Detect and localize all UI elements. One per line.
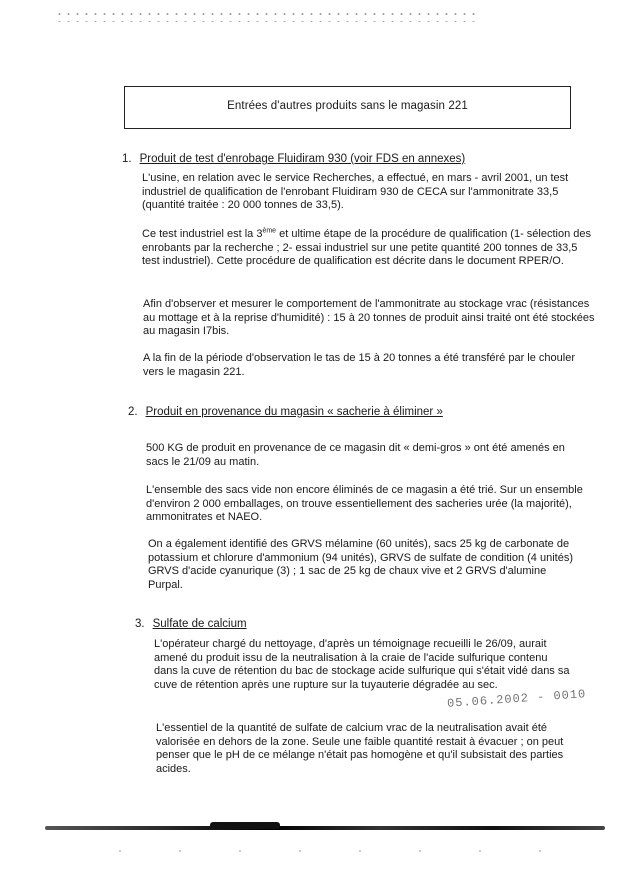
section-1-paragraph-4: A la fin de la période d'observation le tas de 15 à 20 tonnes a été transféré par le chouler vers le magasin 221. [143,352,575,378]
section-1-title: Produit de test d'enrobage Fluidiram 930 (voir FDS en annexes) [139,153,466,165]
section-1-paragraph-2-start: Ce test industriel est la 3 [142,228,263,240]
section-1-paragraph-2-sup: ème [262,227,277,235]
section-3-paragraph-2: L'essentiel de la quantité de sulfate de calcium vrac de la neutralisation avait été valorisée en dehors de la zone. Seule une faible quantité restait à évacuer ; on peut penser que le pH de ce mélange n'était pas homogène et qu'il subsistait des parties acides. [156,722,564,775]
section-3-paragraph-1: L'opérateur chargé du nettoyage, d'après un témoignage recueilli le 26/09, aurait amené du produit issu de la neutralisation à la craie de l'acide sulfurique contenu dans la cuve de rétention du bac de stockage acide sulfurique qui s'était vidé dans sa cuve de rétention après une rupture sur la tuyauterie dégradée au sec. [154,638,570,691]
section-3-title: Sulfate de calcium [152,618,247,630]
section-2-paragraph-2: L'ensemble des sacs vide non encore éliminés de ce magasin a été trié. Sur un ensemble d'environ 2 000 emballages, on trouve essentiellement des sacheries urée (la majorité), ammonitrates et NAEO. [146,484,583,523]
section-1-paragraph-2 [142,228,597,269]
section-2-number: 2. [128,406,138,418]
section-2-title: Produit en provenance du magasin « sacherie à éliminer » [145,406,443,418]
section-1-paragraph-3: Afin d'observer et mesurer le comportement de l'ammonitrate au stockage vrac (résistances au mottage et à la reprise d'humidité) : 15 à 20 tonnes de produit ainsi traité ont été stockées au magasin I7bis. [143,298,595,337]
section-3-number: 3. [135,618,145,630]
page-title: Entrées d'autres produits sans le magasin 221 [227,100,468,112]
section-2-paragraph-1: 500 KG de produit en provenance de ce magasin dit « demi-gros » ont été amenés en sacs le 21/09 au matin. [146,442,565,468]
bottom-rule [45,826,605,830]
date-stamp: 05.06.2002 - 0010 [446,687,587,711]
section-2-paragraph-3: On a également identifié des GRVS mélamine (60 unités), sacs 25 kg de carbonate de potassium et chlorure d'ammonium (94 unités), GRVS de sulfate de condition (4 unités) GRVS d'acide cyanurique (3) ; 1 sac de 25 kg de chaux vive et 2 GRVS d'alumine Purpal. [148,538,573,591]
scan-artifact-top [55,10,475,22]
scan-artifact-bottom [90,848,570,854]
bottom-rule-mark [210,822,280,829]
section-1-paragraph-2-end: et ultime étape de la procédure de qualification (1- sélection des enrobants par la recherche ; 2- essai industriel sur une petite quantité 200 tonnes de 33,5 test industriel). Cette procédure de qualification est décrite dans le document RPER/O. [142,228,591,267]
section-2-heading [128,406,443,418]
section-3-heading [135,618,247,630]
title-box [124,86,571,129]
section-1-heading [122,153,465,165]
section-1-paragraph-1: L'usine, en relation avec le service Recherches, a effectué, en mars - avril 2001, un test industriel de qualification de l'enrobant Fluidiram 930 de CECA sur l'ammonitrate 33,5 (quantité traitée : 20 000 tonnes de 33,5). [142,172,569,211]
section-1-number: 1. [122,153,132,165]
